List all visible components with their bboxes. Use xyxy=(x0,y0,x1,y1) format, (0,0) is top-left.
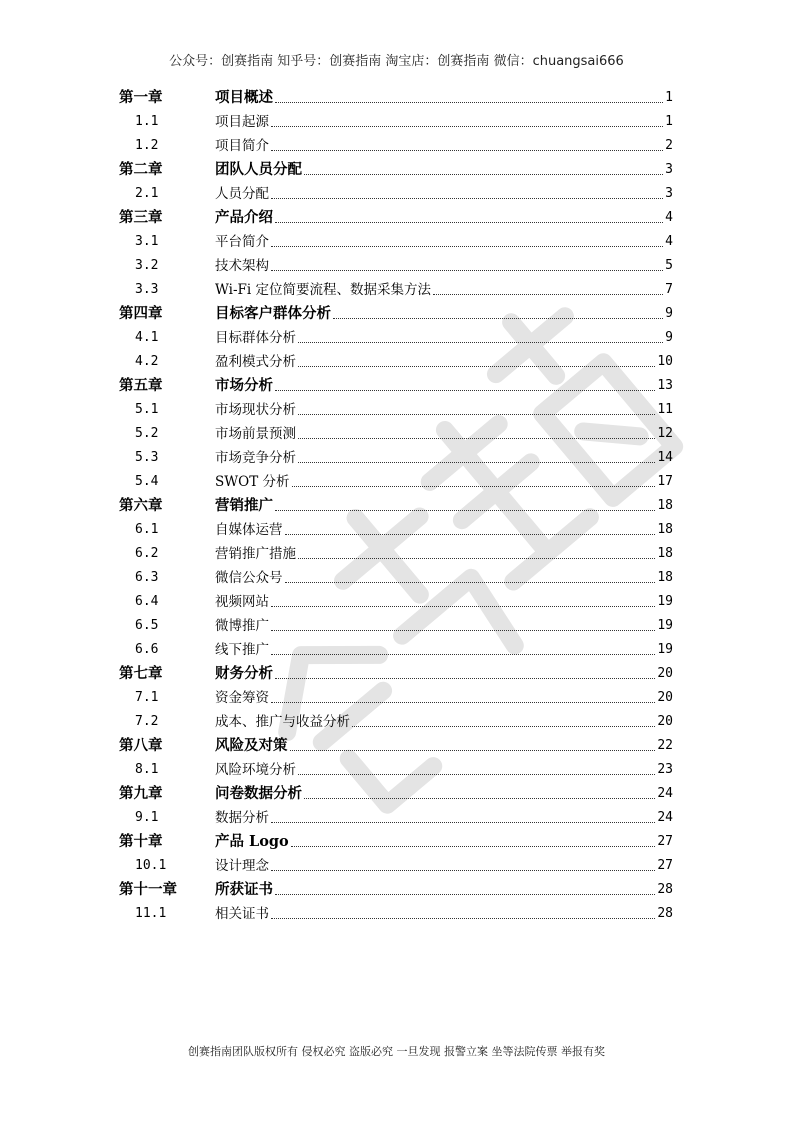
toc-number: 第六章 xyxy=(119,497,163,514)
toc-page-number: 24 xyxy=(657,786,673,801)
toc-title: 目标群体分析 xyxy=(215,330,296,346)
toc-leader-dots xyxy=(275,222,663,223)
toc-number: 9.1 xyxy=(135,810,159,825)
toc-leader-dots xyxy=(271,654,655,655)
toc-page-number: 19 xyxy=(657,618,673,633)
toc-chapter-row[interactable] xyxy=(119,878,673,902)
toc-leader-dots xyxy=(333,318,663,319)
toc-title: 平台简介 xyxy=(215,234,269,250)
toc-number: 第三章 xyxy=(119,209,163,226)
toc-page-number: 22 xyxy=(657,738,673,753)
toc-number: 第八章 xyxy=(119,737,163,754)
toc-page-number: 17 xyxy=(657,474,673,489)
toc-number: 3.1 xyxy=(135,234,159,249)
toc-section-row[interactable] xyxy=(119,254,673,278)
page-footer: 创赛指南团队版权所有 侵权必究 盗版必究 一旦发现 报警立案 坐等法院传票 举报有奖 xyxy=(188,1045,605,1058)
toc-page-number: 18 xyxy=(657,522,673,537)
toc-title: 营销推广 xyxy=(215,497,273,514)
toc-chapter-row[interactable] xyxy=(119,86,673,110)
toc-page-number: 23 xyxy=(657,762,673,777)
toc-chapter-row[interactable] xyxy=(119,782,673,806)
toc-number: 4.1 xyxy=(135,330,159,345)
toc-title: 财务分析 xyxy=(215,665,273,682)
toc-title: 项目概述 xyxy=(215,89,273,106)
toc-page-number: 4 xyxy=(665,234,673,249)
toc-number: 6.2 xyxy=(135,546,159,561)
toc-chapter-row[interactable] xyxy=(119,830,673,854)
toc-chapter-row[interactable] xyxy=(119,494,673,518)
toc-page-number: 10 xyxy=(657,354,673,369)
toc-page-number: 20 xyxy=(657,666,673,681)
toc-number: 第二章 xyxy=(119,161,163,178)
toc-page-number: 3 xyxy=(665,186,673,201)
toc-page-number: 24 xyxy=(657,810,673,825)
toc-title: Wi-Fi 定位简要流程、数据采集方法 xyxy=(215,282,431,298)
toc-number: 第五章 xyxy=(119,377,163,394)
toc-title: 营销推广措施 xyxy=(215,546,296,562)
toc-number: 5.4 xyxy=(135,474,159,489)
toc-chapter-row[interactable] xyxy=(119,206,673,230)
toc-title: 市场竞争分析 xyxy=(215,450,296,466)
toc-title: 设计理念 xyxy=(215,858,269,874)
toc-section-row[interactable] xyxy=(119,710,673,734)
toc-page-number: 14 xyxy=(657,450,673,465)
toc-title: 问卷数据分析 xyxy=(215,785,302,802)
page-header: 公众号：创赛指南 知乎号：创赛指南 淘宝店：创赛指南 微信：chuangsai666 xyxy=(169,54,624,69)
toc-number: 3.3 xyxy=(135,282,159,297)
toc-section-row[interactable] xyxy=(119,590,673,614)
toc-leader-dots xyxy=(271,198,663,199)
toc-page-number: 20 xyxy=(657,714,673,729)
toc-number: 1.1 xyxy=(135,114,159,129)
toc-leader-dots xyxy=(271,702,655,703)
toc-leader-dots xyxy=(271,918,655,919)
toc-title: 市场分析 xyxy=(215,377,273,394)
toc-title: 视频网站 xyxy=(215,594,269,610)
toc-section-row[interactable] xyxy=(119,902,673,926)
toc-title: 目标客户群体分析 xyxy=(215,305,331,322)
toc-page-number: 28 xyxy=(657,882,673,897)
toc-title: 风险环境分析 xyxy=(215,762,296,778)
toc-title: 团队人员分配 xyxy=(215,161,302,178)
toc-leader-dots xyxy=(275,678,655,679)
toc-number: 2.1 xyxy=(135,186,159,201)
toc-section-row[interactable] xyxy=(119,518,673,542)
toc-page-number: 27 xyxy=(657,858,673,873)
toc-title: 微博推广 xyxy=(215,618,269,634)
toc-section-row[interactable] xyxy=(119,854,673,878)
toc-title: 微信公众号 xyxy=(215,570,283,586)
toc-leader-dots xyxy=(271,126,663,127)
toc-page-number: 3 xyxy=(665,162,673,177)
toc-page-number: 4 xyxy=(665,210,673,225)
toc-number: 6.4 xyxy=(135,594,159,609)
toc-number: 6.1 xyxy=(135,522,159,537)
toc-chapter-row[interactable] xyxy=(119,374,673,398)
toc-section-row[interactable] xyxy=(119,134,673,158)
toc-number: 5.3 xyxy=(135,450,159,465)
toc-page-number: 18 xyxy=(657,570,673,585)
toc-title: 人员分配 xyxy=(215,186,269,202)
toc-leader-dots xyxy=(271,150,663,151)
toc-leader-dots xyxy=(291,846,656,847)
toc-leader-dots xyxy=(290,750,656,751)
toc-leader-dots xyxy=(298,414,655,415)
toc-leader-dots xyxy=(271,270,663,271)
toc-page-number: 13 xyxy=(657,378,673,393)
toc-title: 产品介绍 xyxy=(215,209,273,226)
toc-title: 自媒体运营 xyxy=(215,522,283,538)
toc-leader-dots xyxy=(298,774,655,775)
toc-section-row[interactable] xyxy=(119,566,673,590)
toc-leader-dots xyxy=(271,606,655,607)
toc-leader-dots xyxy=(275,102,663,103)
toc-title: 资金筹资 xyxy=(215,690,269,706)
toc-page-number: 18 xyxy=(657,546,673,561)
toc-leader-dots xyxy=(298,342,663,343)
toc-page-number: 5 xyxy=(665,258,673,273)
toc-number: 6.3 xyxy=(135,570,159,585)
toc-page-number: 19 xyxy=(657,594,673,609)
toc-page-number: 28 xyxy=(657,906,673,921)
toc-page-number: 9 xyxy=(665,306,673,321)
toc-title: 所获证书 xyxy=(215,881,273,898)
toc-title: 技术架构 xyxy=(215,258,269,274)
toc-leader-dots xyxy=(352,726,655,727)
toc-page-number: 20 xyxy=(657,690,673,705)
toc-number: 第十一章 xyxy=(119,881,177,898)
table-of-contents xyxy=(119,86,673,926)
toc-section-row[interactable] xyxy=(119,470,673,494)
toc-page-number: 9 xyxy=(665,330,673,345)
toc-leader-dots xyxy=(285,582,656,583)
toc-leader-dots xyxy=(292,486,656,487)
toc-number: 3.2 xyxy=(135,258,159,273)
toc-title: 项目简介 xyxy=(215,138,269,154)
toc-title: 风险及对策 xyxy=(215,737,288,754)
toc-number: 10.1 xyxy=(135,858,167,873)
toc-title: 市场现状分析 xyxy=(215,402,296,418)
toc-leader-dots xyxy=(271,246,663,247)
toc-number: 4.2 xyxy=(135,354,159,369)
toc-number: 第七章 xyxy=(119,665,163,682)
toc-leader-dots xyxy=(271,870,655,871)
toc-leader-dots xyxy=(298,462,655,463)
toc-title: SWOT 分析 xyxy=(215,474,290,490)
toc-chapter-row[interactable] xyxy=(119,662,673,686)
toc-leader-dots xyxy=(298,438,655,439)
toc-number: 第四章 xyxy=(119,305,163,322)
toc-page-number: 12 xyxy=(657,426,673,441)
toc-section-row[interactable] xyxy=(119,758,673,782)
toc-leader-dots xyxy=(275,894,655,895)
toc-page-number: 7 xyxy=(665,282,673,297)
toc-number: 5.1 xyxy=(135,402,159,417)
toc-section-row[interactable] xyxy=(119,806,673,830)
toc-page-number: 1 xyxy=(665,114,673,129)
toc-title: 项目起源 xyxy=(215,114,269,130)
toc-page-number: 2 xyxy=(665,138,673,153)
toc-section-row[interactable] xyxy=(119,686,673,710)
toc-section-row[interactable] xyxy=(119,278,673,302)
toc-leader-dots xyxy=(304,174,663,175)
toc-number: 第一章 xyxy=(119,89,163,106)
toc-page-number: 11 xyxy=(657,402,673,417)
toc-leader-dots xyxy=(275,510,655,511)
toc-title: 相关证书 xyxy=(215,906,269,922)
toc-section-row[interactable] xyxy=(119,230,673,254)
toc-title: 盈利模式分析 xyxy=(215,354,296,370)
toc-number: 7.1 xyxy=(135,690,159,705)
toc-page-number: 27 xyxy=(657,834,673,849)
toc-section-row[interactable] xyxy=(119,422,673,446)
toc-number: 6.6 xyxy=(135,642,159,657)
toc-number: 11.1 xyxy=(135,906,167,921)
toc-leader-dots xyxy=(271,630,655,631)
toc-leader-dots xyxy=(271,822,655,823)
toc-section-row[interactable] xyxy=(119,614,673,638)
toc-leader-dots xyxy=(275,390,655,391)
toc-chapter-row[interactable] xyxy=(119,734,673,758)
toc-leader-dots xyxy=(304,798,655,799)
toc-number: 5.2 xyxy=(135,426,159,441)
toc-section-row[interactable] xyxy=(119,110,673,134)
toc-section-row[interactable] xyxy=(119,542,673,566)
toc-section-row[interactable] xyxy=(119,326,673,350)
toc-chapter-row[interactable] xyxy=(119,302,673,326)
toc-leader-dots xyxy=(433,294,663,295)
toc-title: 数据分析 xyxy=(215,810,269,826)
toc-section-row[interactable] xyxy=(119,350,673,374)
toc-section-row[interactable] xyxy=(119,182,673,206)
toc-title: 产品 Logo xyxy=(215,833,289,850)
toc-number: 6.5 xyxy=(135,618,159,633)
toc-title: 线下推广 xyxy=(215,642,269,658)
toc-number: 1.2 xyxy=(135,138,159,153)
toc-title: 成本、推广与收益分析 xyxy=(215,714,350,730)
toc-number: 第九章 xyxy=(119,785,163,802)
toc-title: 市场前景预测 xyxy=(215,426,296,442)
toc-section-row[interactable] xyxy=(119,446,673,470)
toc-number: 8.1 xyxy=(135,762,159,777)
toc-page-number: 19 xyxy=(657,642,673,657)
toc-leader-dots xyxy=(298,366,655,367)
toc-section-row[interactable] xyxy=(119,638,673,662)
toc-section-row[interactable] xyxy=(119,398,673,422)
toc-chapter-row[interactable] xyxy=(119,158,673,182)
toc-number: 第十章 xyxy=(119,833,163,850)
toc-number: 7.2 xyxy=(135,714,159,729)
toc-leader-dots xyxy=(298,558,655,559)
toc-leader-dots xyxy=(285,534,656,535)
toc-page-number: 18 xyxy=(657,498,673,513)
toc-page-number: 1 xyxy=(665,90,673,105)
